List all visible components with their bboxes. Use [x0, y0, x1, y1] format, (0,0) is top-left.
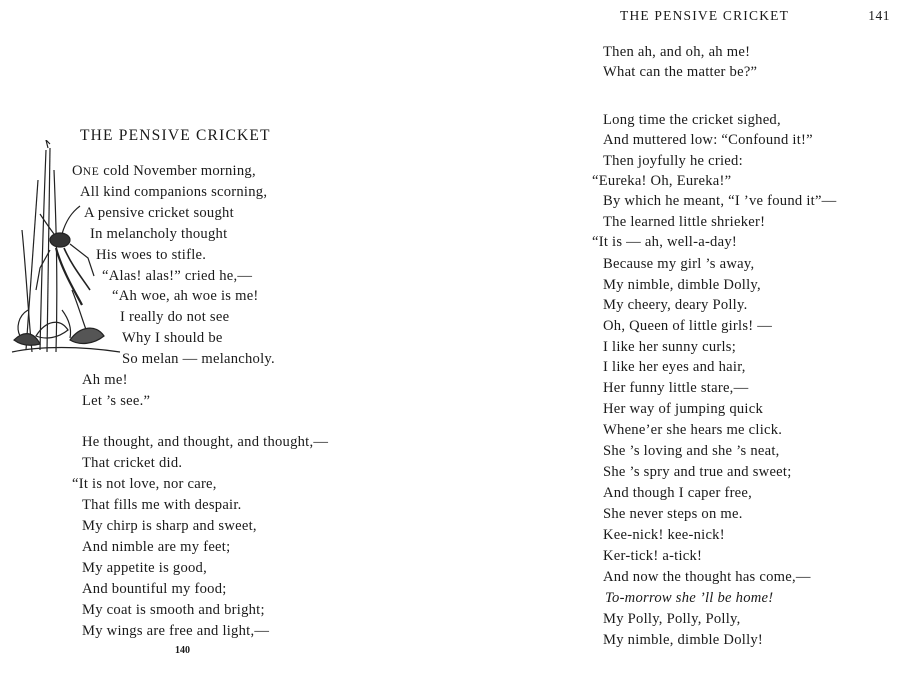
poem-line: Let ’s see.” [82, 393, 151, 409]
poem-line: And now the thought has come,— [603, 569, 811, 585]
poem-line: “Ah woe, ah woe is me! [112, 288, 259, 304]
poem-line: My wings are free and light,— [82, 623, 270, 639]
poem-line: My Polly, Polly, Polly, [603, 611, 741, 627]
poem-line: Her funny little stare,— [603, 380, 749, 396]
poem-line: She ’s spry and true and sweet; [603, 464, 792, 480]
poem-line: In melancholy thought [90, 226, 228, 242]
poem-line: And though I caper free, [603, 485, 753, 501]
poem-line: Why I should be [122, 330, 223, 346]
page-number: 141 [868, 8, 890, 23]
poem-line: I really do not see [120, 309, 230, 325]
poem-line: The learned little shrieker! [603, 214, 766, 230]
poem-line: Because my girl ’s away, [603, 256, 755, 272]
poem-line: And bountiful my food; [82, 581, 227, 597]
poem-line: ONE cold November morning, [72, 163, 256, 179]
poem-line: A pensive cricket sought [84, 205, 234, 221]
poem-line: She never steps on me. [603, 506, 743, 522]
poem-title: THE PENSIVE CRICKET [80, 127, 271, 144]
poem-line: My coat is smooth and bright; [82, 602, 265, 618]
poem-line: Long time the cricket sighed, [603, 112, 781, 128]
poem-line: Her way of jumping quick [603, 401, 764, 417]
poem-line: Then joyfully he cried: [603, 153, 743, 169]
page-number: 140 [175, 645, 190, 656]
poem-line: What can the matter be?” [603, 64, 758, 80]
poem-line: “Alas! alas!” cried he,— [102, 268, 253, 284]
poem-line: His woes to stifle. [96, 247, 207, 263]
poem-line: That fills me with despair. [82, 497, 242, 513]
poem-line: And muttered low: “Confound it!” [603, 132, 813, 148]
poem-line: My cheery, deary Polly. [603, 297, 748, 313]
poem-line: He thought, and thought, and thought,— [82, 434, 329, 450]
poem-line: All kind companions scorning, [80, 184, 268, 200]
running-header: THE PENSIVE CRICKET [620, 8, 790, 23]
poem-line: Then ah, and oh, ah me! [603, 44, 751, 60]
poem-line: Whene’er she hears me click. [603, 422, 783, 438]
poem-line: I like her eyes and hair, [603, 359, 746, 375]
poem-line: Ker-tick! a-tick! [603, 548, 703, 564]
poem-line: My chirp is sharp and sweet, [82, 518, 257, 534]
drop-cap: O [72, 163, 83, 179]
poem-line: She ’s loving and she ’s neat, [603, 443, 780, 459]
poem-line: Kee-nick! kee-nick! [603, 527, 725, 543]
poem-line: So melan — melancholy. [122, 351, 275, 367]
poem-line: To-morrow she ’ll be home! [605, 590, 774, 606]
poem-line: My appetite is good, [82, 560, 207, 576]
poem-line: By which he meant, “I ’ve found it”— [603, 193, 837, 209]
poem-line: My nimble, dimble Dolly, [603, 277, 761, 293]
poem-line: Oh, Queen of little girls! — [603, 318, 773, 334]
poem-line: Ah me! [82, 372, 128, 388]
poem-line: “It is — ah, well-a-day! [592, 234, 737, 250]
poem-line: “Eureka! Oh, Eureka!” [592, 173, 732, 189]
poem-line: That cricket did. [82, 455, 183, 471]
right-page [449, 0, 898, 676]
poem-line: My nimble, dimble Dolly! [603, 632, 764, 648]
poem-line: “It is not love, nor care, [72, 476, 217, 492]
poem-line: And nimble are my feet; [82, 539, 231, 555]
poem-line: I like her sunny curls; [603, 339, 737, 355]
